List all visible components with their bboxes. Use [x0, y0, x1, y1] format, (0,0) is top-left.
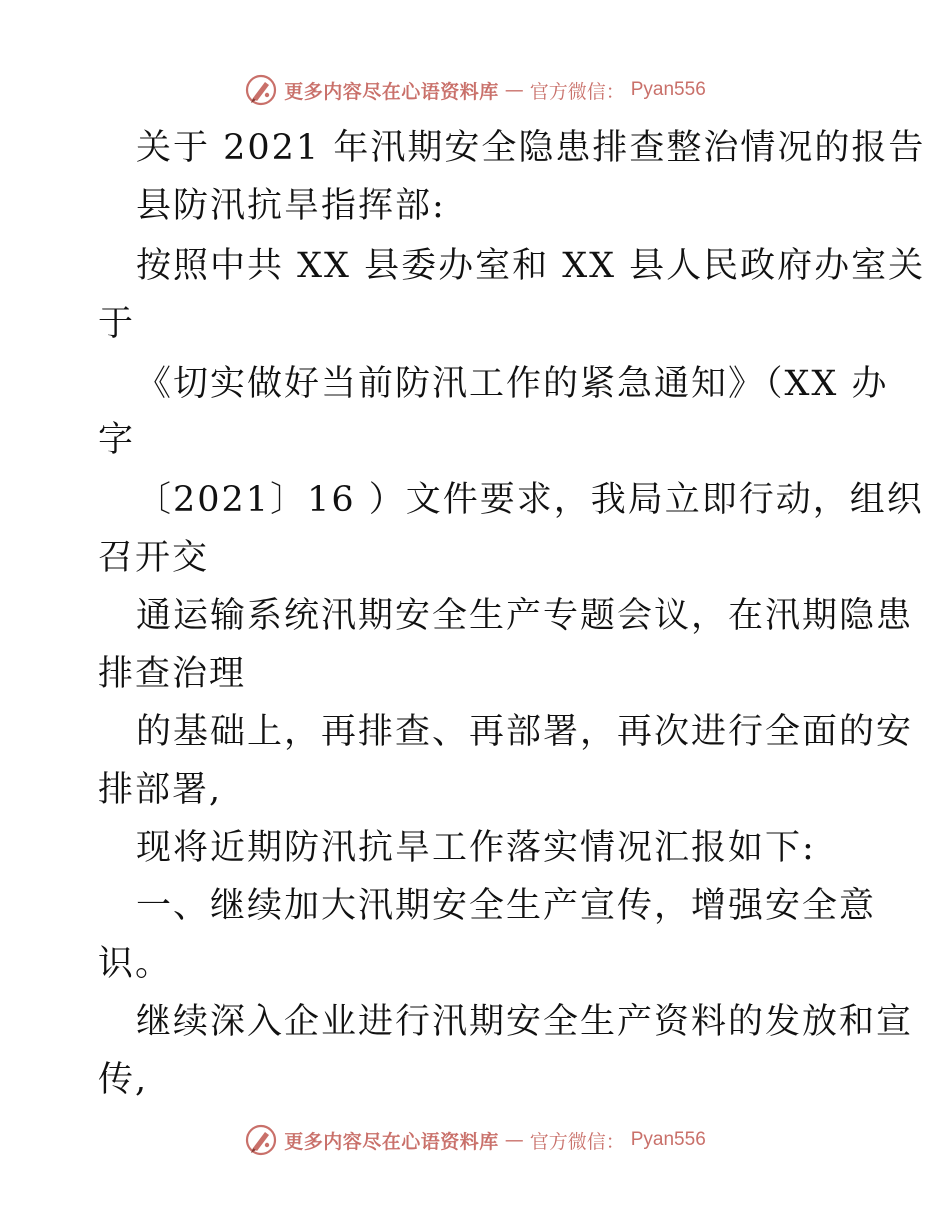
watermark-main-text: 更多内容尽在心语资料库: [284, 80, 499, 103]
paragraph-line: 排部署,: [98, 770, 223, 810]
paragraph-line: 于: [98, 304, 136, 344]
watermark-official-label: 官方微信：: [529, 80, 625, 103]
paragraph-line: 通运输系统汛期安全生产专题会议，在汛期隐患: [136, 596, 914, 636]
watermark-header: [0, 72, 950, 108]
paragraph-line: 《切实做好当前防汛工作的紧急通知》（XX 办: [136, 364, 889, 404]
paragraph-line: 现将近期防汛抗旱工作落实情况汇报如下:: [136, 828, 816, 868]
paragraph-line: 传,: [98, 1060, 149, 1100]
paragraph-line: 字: [98, 420, 136, 460]
paragraph-line: 〔2021〕16 ）文件要求，我局立即行动，组织: [136, 480, 924, 520]
paragraph-line: 排查治理: [98, 654, 247, 694]
watermark-official-label: 官方微信：: [529, 1130, 625, 1153]
paragraph-line: 按照中共 XX 县委办室和 XX 县人民政府办室关: [136, 246, 926, 286]
pen-logo-icon: [244, 1123, 278, 1157]
paragraph-line: 召开交: [98, 538, 210, 578]
paragraph-line: 继续深入企业进行汛期安全生产资料的发放和宣: [136, 1002, 914, 1042]
addressee-line: 县防汛抗旱指挥部:: [136, 186, 446, 226]
paragraph-line: 的基础上，再排查、再部署，再次进行全面的安: [136, 712, 914, 752]
section-heading-line: 一、继续加大汛期安全生产宣传，增强安全意: [136, 886, 877, 926]
watermark-footer: [0, 1122, 950, 1158]
document-title: 关于 2021 年汛期安全隐患排查整治情况的报告: [136, 128, 926, 168]
watermark-wechat-id: Pyan556: [630, 1129, 706, 1150]
watermark-dash: —: [504, 1129, 524, 1151]
pen-logo-icon: [244, 73, 278, 107]
watermark-main-text: 更多内容尽在心语资料库: [284, 1130, 499, 1153]
watermark-wechat-id: Pyan556: [630, 79, 706, 100]
section-heading-line: 识。: [98, 944, 173, 984]
watermark-dash: —: [504, 79, 524, 101]
